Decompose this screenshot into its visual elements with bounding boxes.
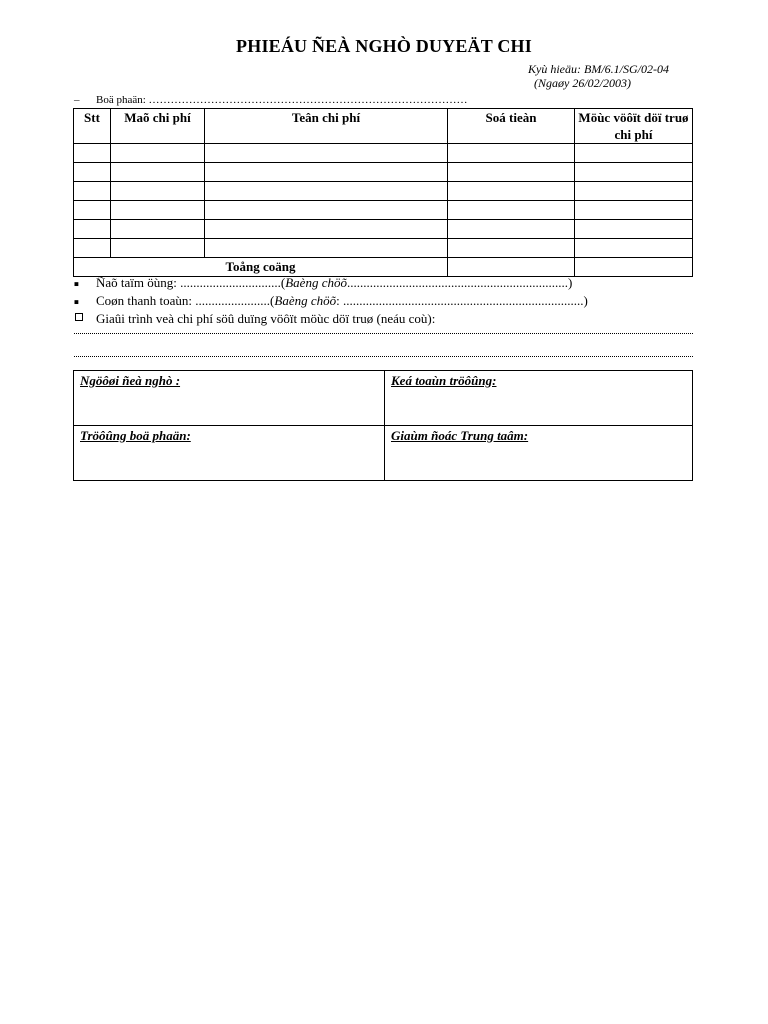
- explanation-dotted-line[interactable]: [74, 333, 693, 334]
- form-code: Kyù hieäu: BM/6.1/SG/02-04: [528, 62, 669, 76]
- table-cell[interactable]: [575, 163, 693, 182]
- payment-summary: [74, 274, 588, 328]
- table-cell[interactable]: [74, 239, 111, 258]
- table-cell[interactable]: [448, 144, 575, 163]
- table-cell[interactable]: [111, 182, 205, 201]
- signature-table: [73, 370, 693, 481]
- in-words-label: Baèng chöõ: [285, 275, 347, 290]
- table-cell[interactable]: [111, 239, 205, 258]
- table-cell[interactable]: [205, 220, 448, 239]
- total-over-budget-cell[interactable]: [575, 258, 693, 277]
- form-date: (Ngaøy 26/02/2003): [534, 76, 631, 90]
- table-cell[interactable]: [74, 144, 111, 163]
- table-cell[interactable]: [205, 201, 448, 220]
- table-cell[interactable]: [448, 182, 575, 201]
- table-cell[interactable]: [448, 163, 575, 182]
- remaining-payment-line: [74, 292, 588, 310]
- department-line: [74, 94, 468, 106]
- department-field: Boä phaän: ……………………………………………………………………………: [96, 94, 468, 106]
- total-label: Toång coäng: [74, 258, 448, 277]
- table-cell[interactable]: [575, 182, 693, 201]
- table-cell[interactable]: [205, 163, 448, 182]
- table-cell[interactable]: [111, 163, 205, 182]
- bullet-square-icon: ■: [74, 279, 79, 289]
- remaining-payment-label: Coøn thanh toaùn:: [96, 293, 193, 308]
- table-cell[interactable]: [111, 144, 205, 163]
- header-expense-name: Teân chi phí: [205, 109, 448, 144]
- bullet-square-icon: ■: [74, 297, 79, 307]
- dash-marker: –: [74, 94, 80, 106]
- table-row: [74, 144, 693, 163]
- table-cell[interactable]: [205, 239, 448, 258]
- header-stt: Stt: [74, 109, 111, 144]
- header-over-budget: Möùc vöôït döï truø chi phí: [575, 109, 693, 144]
- department-head-signature-cell[interactable]: Tröôûng boä phaän:: [74, 426, 385, 481]
- center-director-signature-cell[interactable]: Giaùm ñoác Trung taâm:: [385, 426, 693, 481]
- table-header-row: [74, 109, 693, 144]
- remaining-payment-words-field[interactable]: : ..........................................................................): [336, 293, 588, 308]
- table-row: [74, 239, 693, 258]
- requester-signature-cell[interactable]: Ngöôøi ñeà nghò :: [74, 371, 385, 426]
- header-amount: Soá tieàn: [448, 109, 575, 144]
- table-cell[interactable]: [74, 220, 111, 239]
- advance-paid-label: Ñaõ taïm öùng:: [96, 275, 177, 290]
- table-cell[interactable]: [575, 220, 693, 239]
- table-row: [74, 182, 693, 201]
- table-cell[interactable]: [74, 163, 111, 182]
- table-cell[interactable]: [111, 201, 205, 220]
- table-cell[interactable]: [74, 182, 111, 201]
- table-cell[interactable]: [448, 201, 575, 220]
- table-cell[interactable]: [205, 182, 448, 201]
- table-cell[interactable]: [74, 201, 111, 220]
- checkbox-icon: [75, 313, 83, 321]
- advance-paid-line: [74, 274, 588, 292]
- table-row: [74, 220, 693, 239]
- explanation-label: Giaûi trình veà chi phí söû duïng vöôït möùc döï truø (neáu coù):: [96, 311, 436, 326]
- in-words-label: Baèng chöõ: [274, 293, 337, 308]
- table-cell[interactable]: [111, 220, 205, 239]
- table-cell[interactable]: [448, 220, 575, 239]
- table-row: [74, 163, 693, 182]
- table-cell[interactable]: [205, 144, 448, 163]
- remaining-payment-field[interactable]: .......................(: [192, 293, 275, 308]
- table-cell[interactable]: [575, 201, 693, 220]
- table-cell[interactable]: [575, 144, 693, 163]
- table-cell[interactable]: [448, 239, 575, 258]
- expense-table: [73, 108, 693, 277]
- table-row: [74, 201, 693, 220]
- explanation-line: [74, 310, 588, 328]
- header-expense-code: Maõ chi phí: [111, 109, 205, 144]
- advance-paid-field[interactable]: ...............................(: [176, 275, 286, 290]
- table-cell[interactable]: [575, 239, 693, 258]
- chief-accountant-signature-cell[interactable]: Keá toaùn tröôûng:: [385, 371, 693, 426]
- advance-paid-words-field[interactable]: ....................................................................): [346, 275, 573, 290]
- form-title: PHIEÁU ÑEÀ NGHÒ DUYEÄT CHI: [236, 36, 532, 56]
- explanation-dotted-line[interactable]: [74, 356, 693, 357]
